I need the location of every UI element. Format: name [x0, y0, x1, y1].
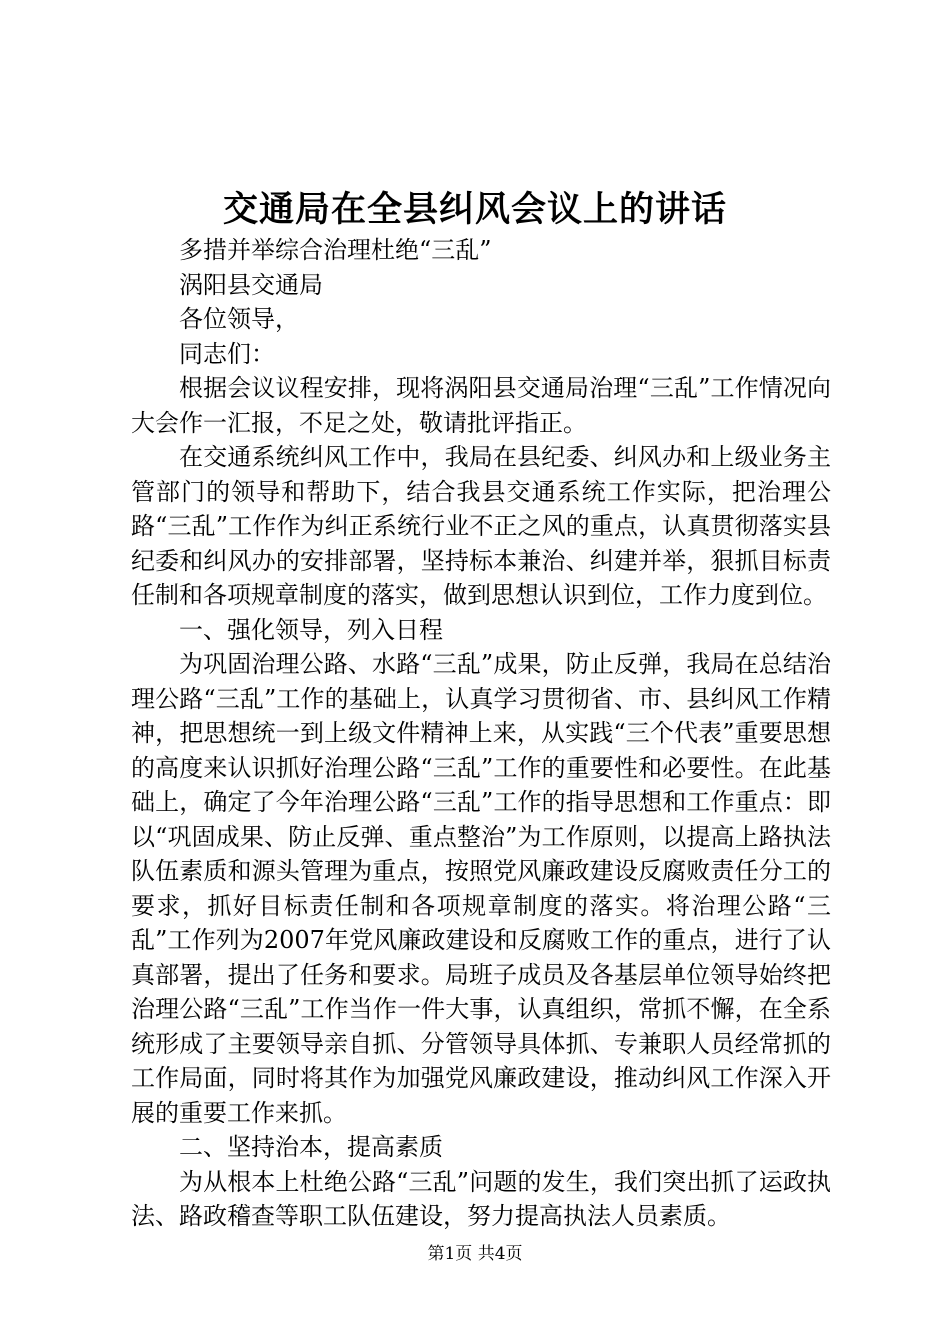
page-number-footer: 第1页 共4页	[427, 1244, 523, 1264]
body-paragraph: 为从根本上杜绝公路“三乱”问题的发生，我们突出抓了运政执法、路政稽查等职工队伍建设，努力提高执法人员素质。	[131, 1167, 831, 1230]
section-heading: 二、坚持治本，提高素质	[179, 1133, 443, 1161]
body-paragraph: 为巩固治理公路、水路“三乱”成果，防止反弹，我局在总结治理公路“三乱”工作的基础上，认真学习贯彻省、市、县纠风工作精神，把思想统一到上级文件精神上来，从实践“三个代表”重要思想的高度来认识抓好治理公路“三乱”工作的重要性和必要性。在此基础上，确定了今年治理公路“三乱”工作的指导思想和工作重点：即以“巩固成果、防止反弹、重点整治”为工作原则，以提高上路执法队伍素质和源头管理为重点，按照党风廉政建设反腐败责任分工的要求，抓好目标责任制和各项规章制度的落实。将治理公路“三乱”工作列为2007年党风廉政建设和反腐败工作的重点，进行了认真部署，提出了任务和要求。局班子成员及各基层单位领导始终把治理公路“三乱”工作当作一件大事，认真组织，常抓不懈，在全系统形成了主要领导亲自抓、分管领导具体抓、专兼职人员经常抓的工作局面，同时将其作为加强党风廉政建设，推动纠风工作深入开展的重要工作来抓。	[131, 650, 831, 1127]
salutation-paragraph: 同志们：	[179, 339, 275, 368]
body-paragraph: 根据会议议程安排，现将涡阳县交通局治理“三乱”工作情况向大会作一汇报，不足之处，敬请批评指正。	[131, 374, 831, 437]
document-title: 交通局在全县纠风会议上的讲话	[222, 189, 727, 230]
author-paragraph: 涡阳县交通局	[179, 270, 323, 299]
salutation-paragraph: 各位领导，	[179, 305, 299, 333]
subtitle-paragraph: 多措并举综合治理杜绝“三乱”	[179, 236, 492, 264]
document-body	[131, 233, 831, 1234]
body-paragraph: 在交通系统纠风工作中，我局在县纪委、纠风办和上级业务主管部门的领导和帮助下，结合我县交通系统工作实际，把治理公路“三乱”工作作为纠正系统行业不正之风的重点，认真贯彻落实县纪委和纠风办的安排部署，坚持标本兼治、纠建并举，狠抓目标责任制和各项规章制度的落实，做到思想认识到位，工作力度到位。	[131, 443, 831, 609]
section-heading: 一、强化领导，列入日程	[179, 615, 443, 644]
